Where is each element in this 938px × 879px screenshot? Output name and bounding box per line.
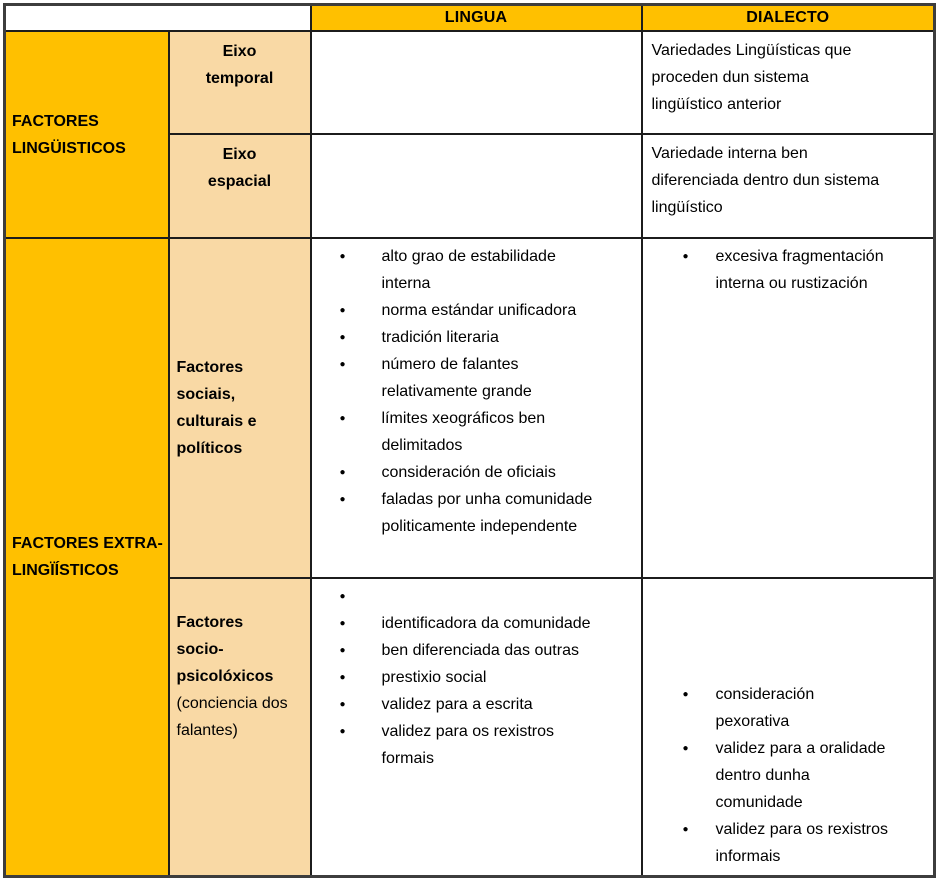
list-item-text: excesiva fragmentación interna ou rustización (715, 248, 884, 292)
lingua-text (312, 135, 641, 144)
lingua-cell-socio-psicoloxicos (311, 578, 642, 876)
bullet-icon: ● (339, 305, 346, 316)
list-item-text: consideración de oficiais (381, 464, 556, 481)
list-item-text: alto grao de estabilidade interna (381, 248, 556, 292)
lingua-cell-eixo-espacial (311, 134, 642, 238)
lingua-bullet-list (312, 239, 641, 540)
dialecto-text: Variedade interna ben diferenciada dentro dun sistema lingüístico (651, 145, 880, 216)
list-item-text: norma estándar unificadora (381, 302, 577, 319)
lingua-text (312, 32, 641, 41)
sublabel-text: Eixo espacial (207, 146, 272, 190)
list-item-text: tradición literaria (381, 329, 499, 346)
list-item-text: validez para os rexistros formais (381, 723, 555, 767)
list-item (312, 459, 641, 486)
list-item (312, 637, 641, 664)
dialecto-cell-eixo-temporal (642, 31, 935, 134)
sublabel-text: Eixo temporal (205, 43, 274, 87)
list-item (643, 681, 934, 735)
group-label-text: FACTORES LINGÜISTICOS (12, 112, 126, 157)
dialecto-cell-socio-psicoloxicos (642, 578, 935, 876)
list-item (312, 243, 641, 297)
sublabel-eixo-temporal (169, 31, 311, 134)
comparison-table (3, 3, 936, 878)
bullet-icon: ● (339, 467, 346, 478)
list-item-text: validez para a escrita (381, 696, 533, 713)
list-item (312, 691, 641, 718)
group-label-factores-extralinguisticos (5, 238, 169, 876)
dialecto-bullet-list (643, 239, 934, 297)
list-item (643, 735, 934, 816)
list-item (312, 297, 641, 324)
sublabel-factores-socio-psicoloxicos (169, 578, 311, 876)
bullet-icon: ● (682, 689, 689, 700)
list-item (312, 583, 641, 610)
list-item-text: ben diferenciada das outras (381, 642, 579, 659)
bullet-icon: ● (339, 413, 346, 424)
list-item (643, 816, 934, 870)
row-eixo-temporal (5, 31, 935, 134)
bullet-icon: ● (339, 618, 346, 629)
column-header-dialecto: DIALECTO (642, 5, 935, 32)
group-label-text: FACTORES EXTRA-LINGÏÍSTICOS (12, 534, 163, 579)
sublabel-bold-text: Factores socio-psicolóxicos (176, 614, 274, 685)
list-item-text: faladas por unha comunidade politicamente independente (381, 491, 593, 535)
list-item-text: número de falantes relativamente grande (381, 356, 532, 400)
sublabel-eixo-espacial (169, 134, 311, 238)
list-item (312, 610, 641, 637)
header-blank-cell (5, 5, 311, 32)
dialecto-cell-factores-sociais (642, 238, 935, 578)
bullet-icon: ● (682, 251, 689, 262)
sublabel-text: Factores sociais, culturais e políticos (176, 359, 257, 457)
bullet-icon: ● (339, 699, 346, 710)
bullet-icon: ● (339, 591, 346, 602)
list-item (312, 664, 641, 691)
dialecto-cell-eixo-espacial (642, 134, 935, 238)
list-item-text: consideración pexorativa (715, 686, 815, 730)
list-item-text: límites xeográficos ben delimitados (381, 410, 546, 454)
bullet-icon: ● (339, 672, 346, 683)
list-item-text: validez para a oralidade dentro dunha comunidade (715, 740, 886, 811)
list-item-text: validez para os rexistros informais (715, 821, 889, 865)
list-item (312, 351, 641, 405)
column-header-lingua: LINGUA (311, 5, 642, 32)
lingua-bullet-list (312, 579, 641, 772)
lingua-cell-factores-sociais (311, 238, 642, 578)
dialecto-text: Variedades Lingüísticas que proceden dun sistema lingüístico anterior (651, 42, 852, 113)
bullet-icon: ● (339, 726, 346, 737)
list-item-text: identificadora da comunidade (381, 615, 591, 632)
list-item (312, 486, 641, 540)
list-item (312, 324, 641, 351)
bullet-icon: ● (682, 743, 689, 754)
bullet-icon: ● (339, 494, 346, 505)
bullet-icon: ● (339, 359, 346, 370)
bullet-icon: ● (339, 251, 346, 262)
list-item-text: prestixio social (381, 669, 487, 686)
bullet-icon: ● (682, 824, 689, 835)
sublabel-note: (conciencia dos falantes) (176, 695, 288, 739)
list-item (643, 243, 934, 297)
header-row (5, 5, 935, 32)
sublabel-factores-sociais (169, 238, 311, 578)
lingua-cell-eixo-temporal (311, 31, 642, 134)
list-item (312, 718, 641, 772)
dialecto-bullet-list (643, 579, 934, 870)
group-label-factores-linguisticos (5, 31, 169, 238)
list-item (312, 405, 641, 459)
row-factores-sociais (5, 238, 935, 578)
sublabel-text (170, 579, 289, 744)
bullet-icon: ● (339, 645, 346, 656)
bullet-icon: ● (339, 332, 346, 343)
